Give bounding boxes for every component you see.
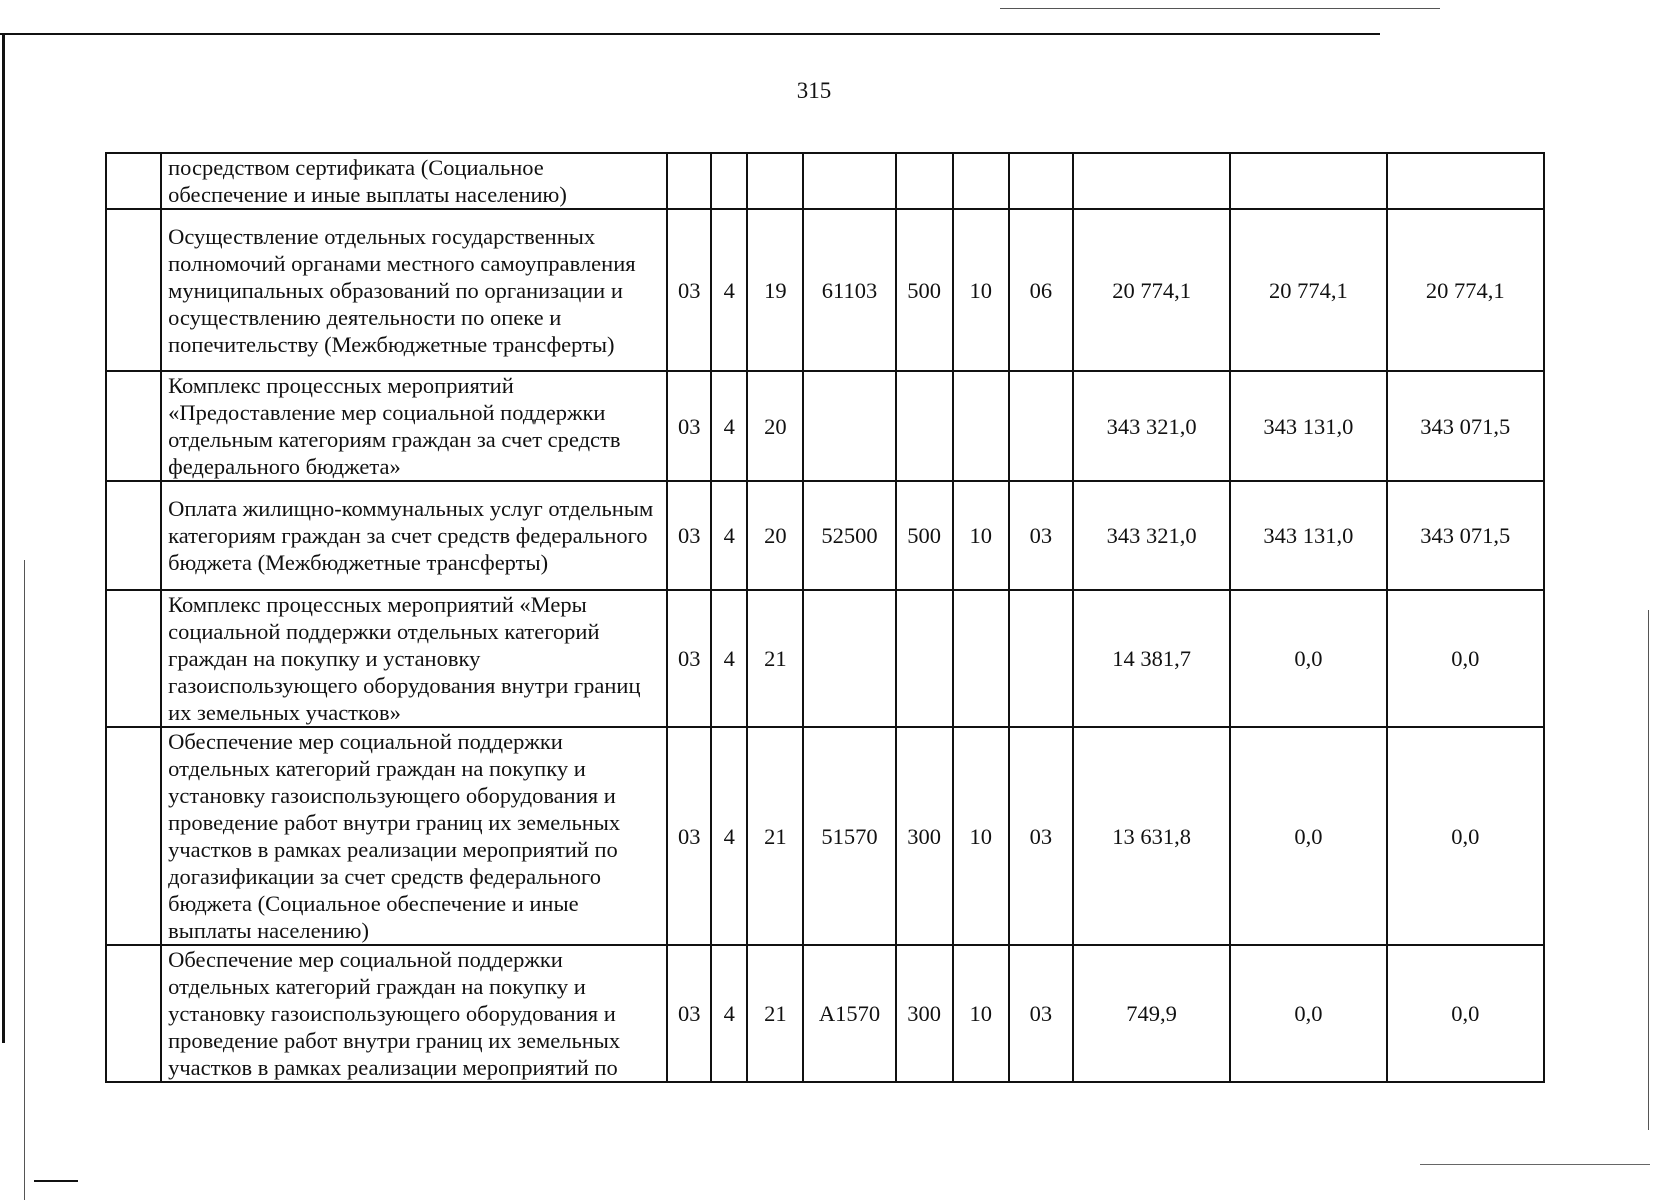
- table-row: [106, 371, 1544, 481]
- code-cell: [803, 153, 895, 209]
- code-cell: 06: [1009, 209, 1073, 371]
- row-number-cell: [106, 481, 161, 590]
- scan-left-inner-border: [24, 560, 25, 1200]
- code-cell: 300: [896, 945, 953, 1082]
- item-name-cell: Осуществление отдельных государственных полномочий органами местного самоуправления муниципальных образований по организации и осуществлению деятельности по опеке и попечительству (Межбюджетные трансферты): [161, 209, 667, 371]
- code-cell: [896, 590, 953, 727]
- row-number-cell: [106, 727, 161, 945]
- code-cell: 4: [711, 590, 747, 727]
- code-cell: [747, 153, 803, 209]
- amount-cell: 343 321,0: [1073, 481, 1230, 590]
- code-cell: [953, 153, 1009, 209]
- code-cell: 03: [667, 209, 711, 371]
- scan-right-border: [1648, 610, 1649, 1130]
- code-cell: 500: [896, 481, 953, 590]
- table-row: [106, 590, 1544, 727]
- code-cell: 03: [667, 481, 711, 590]
- code-cell: 300: [896, 727, 953, 945]
- item-name-cell: Комплекс процессных мероприятий «Меры социальной поддержки отдельных категорий граждан на покупку и установку газоиспользующего оборудования внутри границ их земельных участков»: [161, 590, 667, 727]
- item-name-cell: Обеспечение мер социальной поддержки отдельных категорий граждан на покупку и установку газоиспользующего оборудования и проведение работ внутри границ их земельных участков в рамках реализации мероприятий по догазификации за счет средств федерального бюджета (Социальное обеспечение и иные выплаты населению): [161, 727, 667, 945]
- code-cell: 500: [896, 209, 953, 371]
- item-name-cell: посредством сертификата (Социальное обеспечение и иные выплаты населению): [161, 153, 667, 209]
- row-number-cell: [106, 209, 161, 371]
- item-name-cell: Оплата жилищно-коммунальных услуг отдельным категориям граждан за счет средств федерального бюджета (Межбюджетные трансферты): [161, 481, 667, 590]
- amount-cell: 0,0: [1387, 727, 1544, 945]
- code-cell: 21: [747, 727, 803, 945]
- code-cell: 61103: [803, 209, 895, 371]
- amount-cell: 343 321,0: [1073, 371, 1230, 481]
- amount-cell: 343 071,5: [1387, 371, 1544, 481]
- amount-cell: [1387, 153, 1544, 209]
- scan-top-right-border: [1000, 8, 1440, 9]
- code-cell: 03: [1009, 727, 1073, 945]
- amount-cell: 0,0: [1387, 945, 1544, 1082]
- amount-cell: 0,0: [1387, 590, 1544, 727]
- table-row: [106, 209, 1544, 371]
- amount-cell: 20 774,1: [1230, 209, 1386, 371]
- row-number-cell: [106, 153, 161, 209]
- code-cell: 20: [747, 481, 803, 590]
- amount-cell: 0,0: [1230, 727, 1386, 945]
- code-cell: 4: [711, 209, 747, 371]
- code-cell: 03: [667, 945, 711, 1082]
- table-row: [106, 727, 1544, 945]
- code-cell: 21: [747, 945, 803, 1082]
- amount-cell: 20 774,1: [1387, 209, 1544, 371]
- code-cell: 03: [1009, 481, 1073, 590]
- amount-cell: 343 131,0: [1230, 371, 1386, 481]
- code-cell: 20: [747, 371, 803, 481]
- code-cell: [1009, 590, 1073, 727]
- code-cell: 4: [711, 945, 747, 1082]
- code-cell: [803, 371, 895, 481]
- table-row: [106, 153, 1544, 209]
- amount-cell: 0,0: [1230, 945, 1386, 1082]
- amount-cell: 14 381,7: [1073, 590, 1230, 727]
- row-number-cell: [106, 590, 161, 727]
- code-cell: 4: [711, 371, 747, 481]
- code-cell: 03: [667, 590, 711, 727]
- code-cell: [953, 371, 1009, 481]
- amount-cell: 0,0: [1230, 590, 1386, 727]
- scan-left-border: [2, 33, 5, 1043]
- code-cell: 51570: [803, 727, 895, 945]
- code-cell: [803, 590, 895, 727]
- code-cell: 10: [953, 727, 1009, 945]
- table-row: [106, 945, 1544, 1082]
- code-cell: [953, 590, 1009, 727]
- code-cell: [667, 153, 711, 209]
- code-cell: [1009, 371, 1073, 481]
- amount-cell: 20 774,1: [1073, 209, 1230, 371]
- table-row: [106, 481, 1544, 590]
- row-number-cell: [106, 945, 161, 1082]
- code-cell: 10: [953, 209, 1009, 371]
- budget-table: [105, 152, 1545, 1083]
- amount-cell: [1073, 153, 1230, 209]
- item-name-cell: Обеспечение мер социальной поддержки отдельных категорий граждан на покупку и установку газоиспользующего оборудования и проведение работ внутри границ их земельных участков в рамках реализации мероприятий по: [161, 945, 667, 1082]
- code-cell: 10: [953, 481, 1009, 590]
- code-cell: [1009, 153, 1073, 209]
- code-cell: [711, 153, 747, 209]
- code-cell: 52500: [803, 481, 895, 590]
- code-cell: 03: [667, 727, 711, 945]
- scan-top-border: [0, 33, 1380, 35]
- amount-cell: 13 631,8: [1073, 727, 1230, 945]
- code-cell: [896, 153, 953, 209]
- code-cell: 21: [747, 590, 803, 727]
- code-cell: 19: [747, 209, 803, 371]
- amount-cell: [1230, 153, 1386, 209]
- row-number-cell: [106, 371, 161, 481]
- code-cell: 03: [1009, 945, 1073, 1082]
- code-cell: 03: [667, 371, 711, 481]
- code-cell: [896, 371, 953, 481]
- amount-cell: 343 071,5: [1387, 481, 1544, 590]
- amount-cell: 343 131,0: [1230, 481, 1386, 590]
- code-cell: 4: [711, 481, 747, 590]
- page-number: 315: [796, 78, 832, 103]
- scan-bottom-left-mark: [34, 1180, 78, 1182]
- scan-bottom-right-mark: [1420, 1164, 1650, 1165]
- code-cell: 10: [953, 945, 1009, 1082]
- code-cell: А1570: [803, 945, 895, 1082]
- amount-cell: 749,9: [1073, 945, 1230, 1082]
- item-name-cell: Комплекс процессных мероприятий «Предоставление мер социальной поддержки отдельным категориям граждан за счет средств федерального бюджета»: [161, 371, 667, 481]
- code-cell: 4: [711, 727, 747, 945]
